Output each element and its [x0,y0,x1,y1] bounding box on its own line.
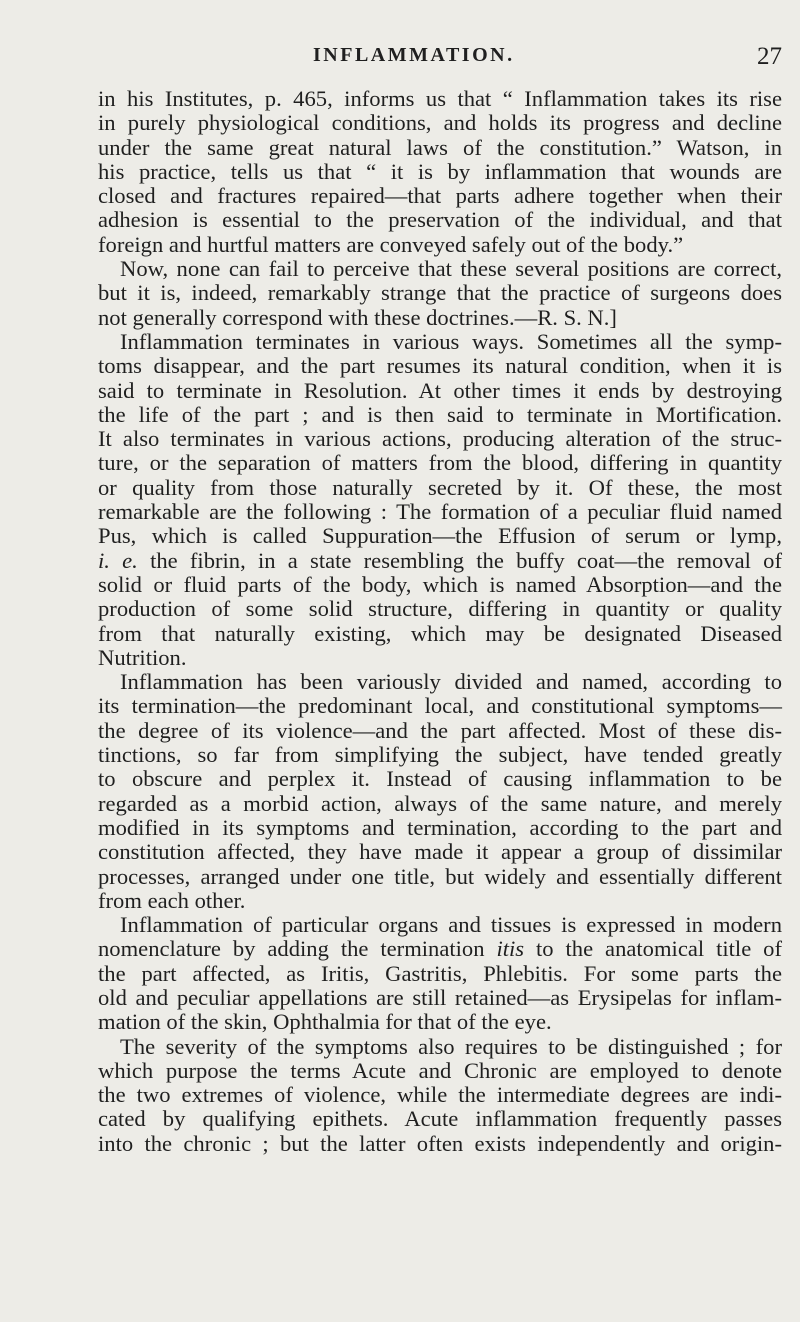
text-line: from that naturally existing, which may be designated Diseased [98,620,782,646]
text-line: into the chronic ; but the latter often exists independently and origin- [98,1130,782,1156]
text-line: Nutrition. [98,644,187,670]
text-line: solid or fluid parts of the body, which is named Absorption—and the [98,571,782,597]
text-line: Pus, which is called Suppuration—the Effusion of serum or lymp, [98,523,782,549]
text-line: but it is, indeed, remarkably strange that the practice of surgeons does [98,280,782,306]
running-head [98,44,782,74]
text-line: i. e. the fibrin, in a state resembling the buffy coat—the removal of [98,547,782,573]
text-line: from each other. [98,887,246,913]
text-line: the part affected, as Iritis, Gastritis, Phlebitis. For some parts the [98,960,782,986]
text-line: in his Institutes, p. 465, informs us that “ Inflammation takes its rise [98,86,782,111]
text-line: adhesion is essential to the preservation of the individual, and that [98,207,782,233]
body-text [98,87,782,1156]
text-line: toms disappear, and the part resumes its natural condition, when it is [98,353,782,379]
text-line: said to terminate in Resolution. At other times it ends by destroying [98,377,782,403]
text-line: processes, arranged under one title, but widely and essentially different [98,863,782,889]
text-line: nomenclature by adding the termination itis to the anatomical title of [98,936,782,962]
text-line: Inflammation of particular organs and tissues is expressed in modern [120,912,782,938]
text-line: It also terminates in various actions, producing alteration of the struc- [98,426,782,452]
text-line: remarkable are the following : The formation of a peculiar fluid named [98,499,782,525]
text-line: modified in its symptoms and termination, according to the part and [98,814,782,840]
text-line: which purpose the terms Acute and Chronic are employed to denote [98,1057,782,1083]
text-line: tinctions, so far from simplifying the subject, have tended greatly [98,742,782,768]
text-line: Inflammation terminates in various ways. Sometimes all the symp- [120,328,782,354]
text-line: foreign and hurtful matters are conveyed safely out of the body.” [98,231,684,257]
text-line: closed and fractures repaired—that parts adhere together when their [98,183,782,209]
text-line: The severity of the symptoms also requires to be distinguished ; for [120,1033,782,1059]
text-line: not generally correspond with these doctrines.—R. S. N.] [98,304,617,330]
chapter-title: INFLAMMATION. [313,44,515,66]
text-line: under the same great natural laws of the constitution.” Watson, in [98,134,782,160]
text-line: ture, or the separation of matters from the blood, differing in quantity [98,450,782,476]
text-line: constitution affected, they have made it appear a group of dissimilar [98,839,782,865]
text-line: Inflammation has been variously divided and named, according to [120,669,782,695]
text-line: its termination—the predominant local, and constitutional symptoms— [98,693,782,719]
text-line: old and peculiar appellations are still retained—as Erysipelas for inflam- [98,984,782,1010]
text-line: the two extremes of violence, while the intermediate degrees are indi- [98,1082,782,1108]
text-line: or quality from those naturally secreted by it. Of these, the most [98,474,782,500]
page-number: 27 [757,43,782,70]
text-line: regarded as a morbid action, always of the same nature, and merely [98,790,782,816]
text-line: Now, none can fail to perceive that these several positions are correct, [120,256,782,282]
text-line: his practice, tells us that “ it is by inflammation that wounds are [98,158,782,184]
text-line: production of some solid structure, differing in quantity or quality [98,596,782,622]
text-line: to obscure and perplex it. Instead of causing inflammation to be [98,766,782,792]
text-line: the degree of its violence—and the part affected. Most of these dis- [98,717,782,743]
text-line: cated by qualifying epithets. Acute inflammation frequently passes [98,1106,782,1132]
text-line: the life of the part ; and is then said to terminate in Mortification. [98,401,782,427]
text-line: in purely physiological conditions, and holds its progress and decline [98,110,782,136]
text-line: mation of the skin, Ophthalmia for that of the eye. [98,1009,552,1035]
